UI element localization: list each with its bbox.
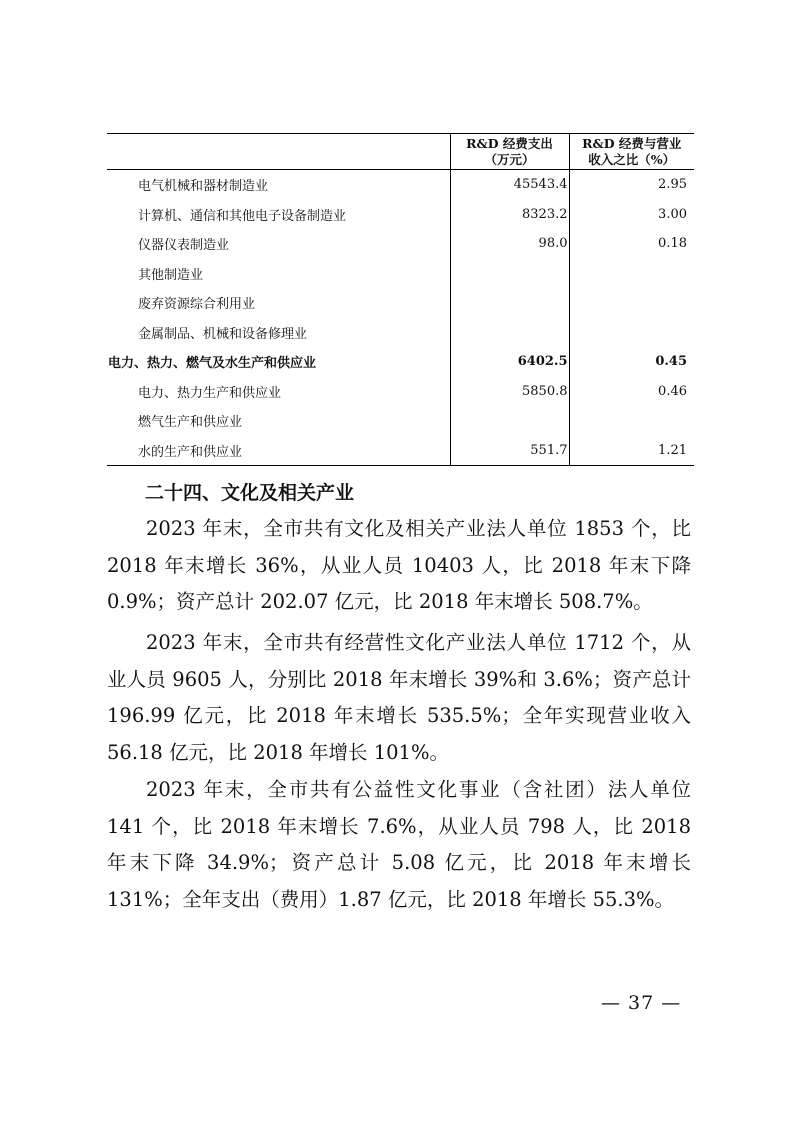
row-rd-expenditure: 45543.4 <box>450 170 569 200</box>
row-rd-expenditure: 5850.8 <box>450 377 569 407</box>
row-rd-expenditure <box>450 288 569 318</box>
table-row <box>107 436 694 466</box>
row-rd-revenue-ratio: 0.18 <box>569 229 694 259</box>
row-rd-expenditure: 8323.2 <box>450 200 569 230</box>
row-rd-expenditure: 6402.5 <box>450 347 569 377</box>
table-row <box>107 318 694 348</box>
row-industry-name: 计算机、通信和其他电子设备制造业 <box>138 208 347 224</box>
row-rd-revenue-ratio: 2.95 <box>569 170 694 200</box>
header-industry <box>107 134 450 170</box>
row-rd-expenditure <box>450 259 569 289</box>
table-row-subtotal <box>107 347 694 377</box>
row-rd-expenditure <box>450 406 569 436</box>
paragraph-public-culture-institutions: 2023 年末，全市共有公益性文化事业（含社团）法人单位 141 个，比 2018 年末增长 7.6%，从业人员 798 人，比 2018 年末下降 34.9%；资产总计 5.08 亿元，比 2018 年末增长 131%；全年支出（费用）1.87 亿元，比 2018 年增长 55.3%。 <box>107 778 691 911</box>
header-rd-expenditure-line1: R&D 经费支出 <box>466 135 553 151</box>
row-rd-revenue-ratio: 1.21 <box>569 436 694 466</box>
table-row <box>107 377 694 407</box>
header-rd-revenue-ratio-line2: 收入之比（%） <box>588 151 676 167</box>
section-heading: 二十四、文化及相关产业 <box>145 482 355 504</box>
row-industry-name: 金属制品、机械和设备修理业 <box>138 326 308 342</box>
row-industry-name: 仪器仪表制造业 <box>138 238 230 254</box>
row-industry-name: 电力、热力、燃气及水生产和供应业 <box>108 356 317 372</box>
row-industry-name: 电气机械和器材制造业 <box>138 179 269 195</box>
row-industry-name: 废弃资源综合利用业 <box>138 297 256 313</box>
row-industry-name: 水的生产和供应业 <box>138 444 243 460</box>
rd-expenditure-table <box>107 133 694 466</box>
table-row <box>107 229 694 259</box>
table-row <box>107 259 694 289</box>
row-rd-expenditure: 98.0 <box>450 229 569 259</box>
row-industry-name: 其他制造业 <box>138 267 204 283</box>
paragraph-commercial-culture-industry: 2023 年末，全市共有经营性文化产业法人单位 1712 个，从业人员 9605 人，分别比 2018 年末增长 39%和 3.6%；资产总计 196.99 亿元，比 2018 年末增长 535.5%；全年实现营业收入 56.18 亿元，比 2018 年增长 101%。 <box>107 631 691 764</box>
row-rd-revenue-ratio: 3.00 <box>569 200 694 230</box>
header-rd-expenditure-line2: （万元） <box>484 151 535 167</box>
table-row <box>107 200 694 230</box>
row-rd-revenue-ratio: 0.46 <box>569 377 694 407</box>
row-rd-expenditure <box>450 318 569 348</box>
header-rd-revenue-ratio-line1: R&D 经费与营业 <box>582 135 682 151</box>
page-number: — 37 — <box>601 992 682 1014</box>
row-rd-revenue-ratio <box>569 406 694 436</box>
table-row <box>107 170 694 200</box>
row-rd-revenue-ratio <box>569 288 694 318</box>
row-rd-revenue-ratio <box>569 259 694 289</box>
header-rd-expenditure <box>450 134 569 170</box>
row-industry-name: 燃气生产和供应业 <box>138 415 243 431</box>
paragraph-culture-industry-overview: 2023 年末，全市共有文化及相关产业法人单位 1853 个，比 2018 年末增长 36%，从业人员 10403 人，比 2018 年末下降 0.9%；资产总计 202.07 亿元，比 2018 年末增长 508.7%。 <box>107 517 691 613</box>
table-row <box>107 288 694 318</box>
header-rd-revenue-ratio <box>569 134 694 170</box>
table-row <box>107 406 694 436</box>
row-rd-revenue-ratio <box>569 318 694 348</box>
row-rd-revenue-ratio: 0.45 <box>569 347 694 377</box>
row-industry-name: 电力、热力生产和供应业 <box>138 385 282 401</box>
row-rd-expenditure: 551.7 <box>450 436 569 466</box>
table-header-row <box>107 134 694 170</box>
